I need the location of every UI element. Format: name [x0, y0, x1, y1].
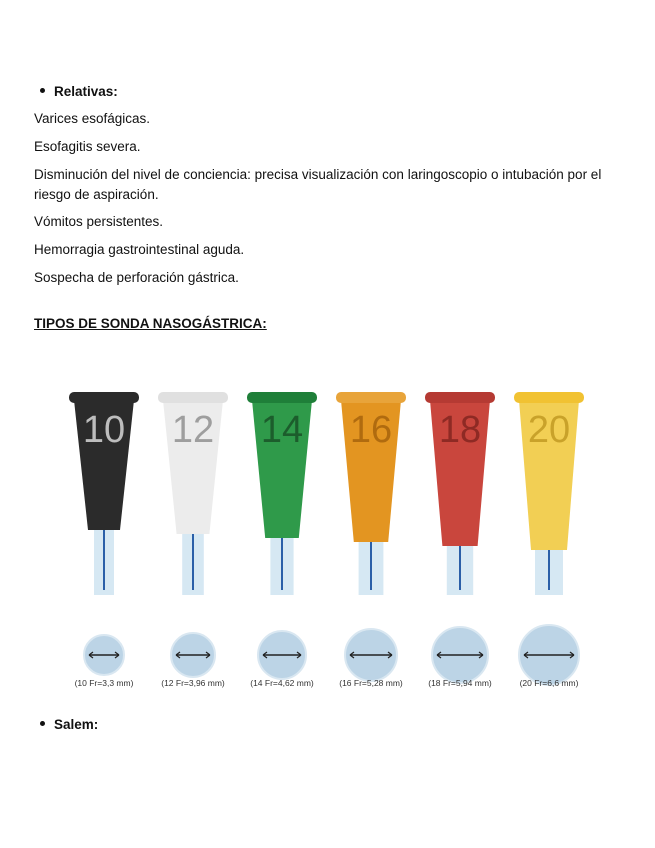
size-label: (16 Fr=5,28 mm)	[339, 678, 403, 688]
size-label: (10 Fr=3,3 mm)	[74, 678, 134, 688]
size-label: (20 Fr=6,6 mm)	[519, 678, 579, 688]
paragraph-disminucion: Disminución del nivel de conciencia: precisa visualización con laringoscopio o intubación por el riesgo de aspiración.	[34, 167, 602, 202]
bullet-salem	[40, 717, 98, 732]
size-number: 10	[82, 409, 126, 451]
connector-cap	[69, 392, 139, 403]
connector-cap	[514, 392, 584, 403]
paragraph-esofagitis: Esofagitis severa.	[34, 139, 141, 154]
nasogastric-tube-figure	[40, 370, 620, 700]
size-label: (12 Fr=3,96 mm)	[161, 678, 225, 688]
size-number: 12	[171, 409, 215, 451]
connector-cap	[158, 392, 228, 403]
paragraph-hemorragia: Hemorragia gastrointestinal aguda.	[34, 242, 245, 257]
size-label: (18 Fr=5,94 mm)	[428, 678, 492, 688]
connector-cap	[247, 392, 317, 403]
size-number: 20	[527, 409, 571, 451]
bullet-relativas-label: Relativas:	[54, 84, 118, 99]
connector-cap	[336, 392, 406, 403]
size-number: 14	[260, 409, 304, 451]
bullet-salem-label: Salem:	[54, 717, 99, 732]
size-number: 16	[349, 409, 393, 451]
connector-cap	[425, 392, 495, 403]
size-label: (14 Fr=4,62 mm)	[250, 678, 314, 688]
bullet-dot	[40, 721, 45, 726]
paragraph-varices: Varices esofágicas.	[34, 111, 151, 126]
bullet-dot	[40, 88, 45, 93]
paragraph-perforacion: Sospecha de perforación gástrica.	[34, 270, 239, 285]
tube-sizes-illustration	[40, 370, 620, 700]
bullet-relativas	[40, 84, 118, 99]
size-number: 18	[438, 409, 482, 451]
section-heading: TIPOS DE SONDA NASOGÁSTRICA:	[34, 316, 267, 331]
paragraph-vomitos: Vómitos persistentes.	[34, 214, 164, 229]
